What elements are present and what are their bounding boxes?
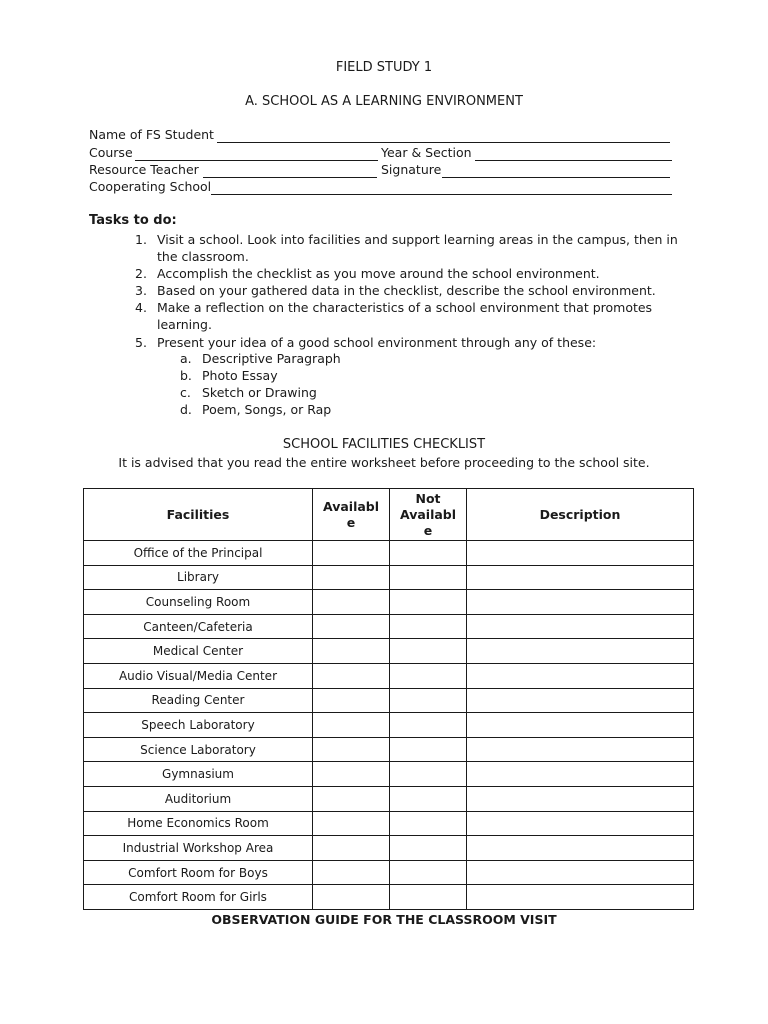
- description-cell[interactable]: [467, 590, 694, 615]
- available-cell[interactable]: [313, 688, 390, 713]
- facility-name: Counseling Room: [84, 590, 313, 615]
- sub-item-letter: b.: [180, 368, 192, 383]
- available-cell[interactable]: [313, 590, 390, 615]
- header-not-available-line-3: e: [423, 522, 433, 538]
- facility-name: Reading Center: [84, 688, 313, 713]
- section-heading: A. SCHOOL AS A LEARNING ENVIRONMENT: [245, 94, 523, 109]
- not-available-cell[interactable]: [390, 688, 467, 713]
- facility-name: Auditorium: [84, 786, 313, 811]
- facility-name: Speech Laboratory: [84, 713, 313, 738]
- checklist-note: It is advised that you read the entire worksheet before proceeding to the school site.: [118, 455, 650, 470]
- task-text: Present your idea of a good school environment through any of these:: [157, 335, 597, 350]
- task-number: 3.: [135, 283, 147, 298]
- sub-item-d: [180, 402, 331, 417]
- sub-item-a: [180, 351, 341, 366]
- not-available-cell[interactable]: [390, 713, 467, 738]
- table-row: [84, 713, 694, 738]
- sub-item-c: [180, 385, 317, 400]
- facility-name: Home Economics Room: [84, 811, 313, 836]
- table-row: [84, 762, 694, 787]
- sub-item-text: Sketch or Drawing: [202, 385, 317, 400]
- task-item-1: [135, 231, 678, 265]
- task-item-4: [135, 299, 652, 333]
- observation-guide-title: OBSERVATION GUIDE FOR THE CLASSROOM VISIT: [211, 912, 557, 927]
- not-available-cell[interactable]: [390, 663, 467, 688]
- table-row: [84, 565, 694, 590]
- sub-item-text: Poem, Songs, or Rap: [202, 402, 332, 417]
- not-available-cell[interactable]: [390, 786, 467, 811]
- not-available-cell[interactable]: [390, 836, 467, 861]
- sub-item-b: [180, 368, 278, 383]
- name-label: Name of FS Student: [89, 127, 214, 142]
- task-text: Visit a school. Look into facilities and support learning areas in the campus, then in: [157, 232, 678, 247]
- available-cell[interactable]: [313, 811, 390, 836]
- task-number: 2.: [135, 266, 147, 281]
- description-cell[interactable]: [467, 713, 694, 738]
- table-row: [84, 860, 694, 885]
- year-section-label: Year & Section: [381, 145, 472, 160]
- sub-item-text: Photo Essay: [202, 368, 278, 383]
- facility-name: Canteen/Cafeteria: [84, 614, 313, 639]
- task-number: 5.: [135, 335, 147, 350]
- sub-item-letter: c.: [180, 385, 191, 400]
- facility-name: Library: [84, 565, 313, 590]
- task-item-5: [135, 334, 596, 351]
- task-text: Make a reflection on the characteristics of a school environment that promotes: [157, 300, 653, 315]
- header-not-available: [390, 489, 467, 541]
- task-item-2: [135, 265, 600, 282]
- available-cell[interactable]: [313, 786, 390, 811]
- description-cell[interactable]: [467, 860, 694, 885]
- not-available-cell[interactable]: [390, 590, 467, 615]
- header-facilities: Facilities: [84, 489, 313, 541]
- header-not-available-line-1: Not: [415, 490, 441, 506]
- facility-name: Comfort Room for Girls: [84, 885, 313, 910]
- description-cell[interactable]: [467, 762, 694, 787]
- facility-name: Audio Visual/Media Center: [84, 663, 313, 688]
- facility-name: Office of the Principal: [84, 541, 313, 566]
- description-cell[interactable]: [467, 663, 694, 688]
- header-available-line-2: e: [346, 514, 356, 530]
- available-cell[interactable]: [313, 541, 390, 566]
- table-row: [84, 639, 694, 664]
- available-cell[interactable]: [313, 639, 390, 664]
- course-field[interactable]: [135, 160, 378, 161]
- tasks-heading: Tasks to do:: [89, 213, 177, 228]
- available-cell[interactable]: [313, 614, 390, 639]
- course-label: Course: [89, 145, 133, 160]
- available-cell[interactable]: [313, 713, 390, 738]
- sub-item-letter: d.: [180, 402, 192, 417]
- task-number: 1.: [135, 232, 147, 247]
- available-cell[interactable]: [313, 836, 390, 861]
- table-row: [84, 811, 694, 836]
- description-cell[interactable]: [467, 737, 694, 762]
- not-available-cell[interactable]: [390, 614, 467, 639]
- not-available-cell[interactable]: [390, 565, 467, 590]
- table-row: [84, 688, 694, 713]
- table-row: [84, 885, 694, 910]
- header-not-available-line-2: Availabl: [399, 506, 457, 522]
- sub-item-text: Descriptive Paragraph: [202, 351, 341, 366]
- table-row: [84, 836, 694, 861]
- facility-name: Gymnasium: [84, 762, 313, 787]
- not-available-cell[interactable]: [390, 885, 467, 910]
- description-cell[interactable]: [467, 541, 694, 566]
- available-cell[interactable]: [313, 663, 390, 688]
- table-row: [84, 663, 694, 688]
- available-cell[interactable]: [313, 885, 390, 910]
- available-cell[interactable]: [313, 860, 390, 885]
- description-cell[interactable]: [467, 688, 694, 713]
- resource-teacher-field[interactable]: [203, 177, 377, 178]
- facility-name: Industrial Workshop Area: [84, 836, 313, 861]
- description-cell[interactable]: [467, 836, 694, 861]
- description-cell[interactable]: [467, 565, 694, 590]
- available-cell[interactable]: [313, 565, 390, 590]
- table-row: [84, 590, 694, 615]
- cooperating-school-field[interactable]: [211, 194, 672, 195]
- task-text: Based on your gathered data in the checklist, describe the school environment.: [157, 283, 656, 298]
- facilities-checklist-table: [83, 488, 694, 910]
- table-row: [84, 541, 694, 566]
- sub-item-letter: a.: [180, 351, 192, 366]
- task-item-3: [135, 282, 656, 299]
- available-cell[interactable]: [313, 762, 390, 787]
- table-row: [84, 737, 694, 762]
- not-available-cell[interactable]: [390, 737, 467, 762]
- description-cell[interactable]: [467, 811, 694, 836]
- year-section-field[interactable]: [475, 160, 672, 161]
- table-header-row: [84, 489, 694, 541]
- task-text-cont: the classroom.: [157, 249, 249, 264]
- facility-name: Medical Center: [84, 639, 313, 664]
- resource-teacher-label: Resource Teacher: [89, 162, 199, 177]
- cooperating-school-label: Cooperating School: [89, 179, 212, 194]
- document-title: FIELD STUDY 1: [335, 60, 433, 75]
- not-available-cell[interactable]: [390, 762, 467, 787]
- signature-label: Signature: [381, 162, 442, 177]
- task-text-cont: learning.: [157, 317, 212, 332]
- checklist-body: [84, 541, 694, 910]
- not-available-cell[interactable]: [390, 541, 467, 566]
- description-cell[interactable]: [467, 786, 694, 811]
- header-description: Description: [467, 489, 694, 541]
- description-cell[interactable]: [467, 614, 694, 639]
- name-field[interactable]: [217, 142, 670, 143]
- not-available-cell[interactable]: [390, 811, 467, 836]
- description-cell[interactable]: [467, 885, 694, 910]
- header-available-line-1: Availabl: [322, 498, 380, 514]
- available-cell[interactable]: [313, 737, 390, 762]
- signature-field[interactable]: [442, 177, 670, 178]
- table-row: [84, 786, 694, 811]
- header-available: [313, 489, 390, 541]
- task-number: 4.: [135, 300, 147, 315]
- facility-name: Science Laboratory: [84, 737, 313, 762]
- table-row: [84, 614, 694, 639]
- task-text: Accomplish the checklist as you move around the school environment.: [157, 266, 600, 281]
- checklist-title: SCHOOL FACILITIES CHECKLIST: [282, 437, 486, 452]
- not-available-cell[interactable]: [390, 639, 467, 664]
- description-cell[interactable]: [467, 639, 694, 664]
- facility-name: Comfort Room for Boys: [84, 860, 313, 885]
- not-available-cell[interactable]: [390, 860, 467, 885]
